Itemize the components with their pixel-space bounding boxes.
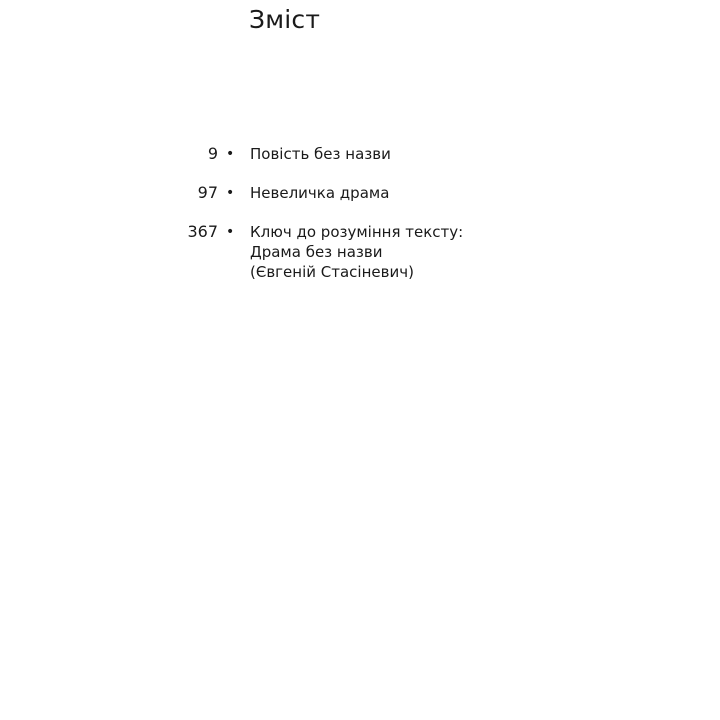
toc-title-line: Повість без назви: [250, 145, 391, 163]
toc-entry[interactable]: [0, 183, 720, 203]
page-title: Зміст: [249, 5, 321, 34]
toc-page-number: 97: [197, 183, 218, 202]
toc-title: [250, 144, 391, 164]
toc-entry[interactable]: [0, 222, 720, 282]
bullet-icon: •: [226, 185, 235, 201]
toc-title: [250, 222, 463, 282]
toc-title-line: Невеличка драма: [250, 184, 390, 202]
toc-entry[interactable]: [0, 144, 720, 164]
bullet-icon: •: [226, 146, 235, 162]
toc-title-line: (Євгеній Стасіневич): [250, 263, 414, 281]
toc-page-number: 9: [207, 144, 218, 163]
toc-title-line: Ключ до розуміння тексту:: [250, 223, 464, 241]
table-of-contents: [0, 144, 720, 301]
toc-title-line: Драма без назви: [250, 243, 383, 261]
toc-title: [250, 183, 389, 203]
bullet-icon: •: [226, 224, 235, 240]
toc-page-number: 367: [187, 222, 218, 241]
